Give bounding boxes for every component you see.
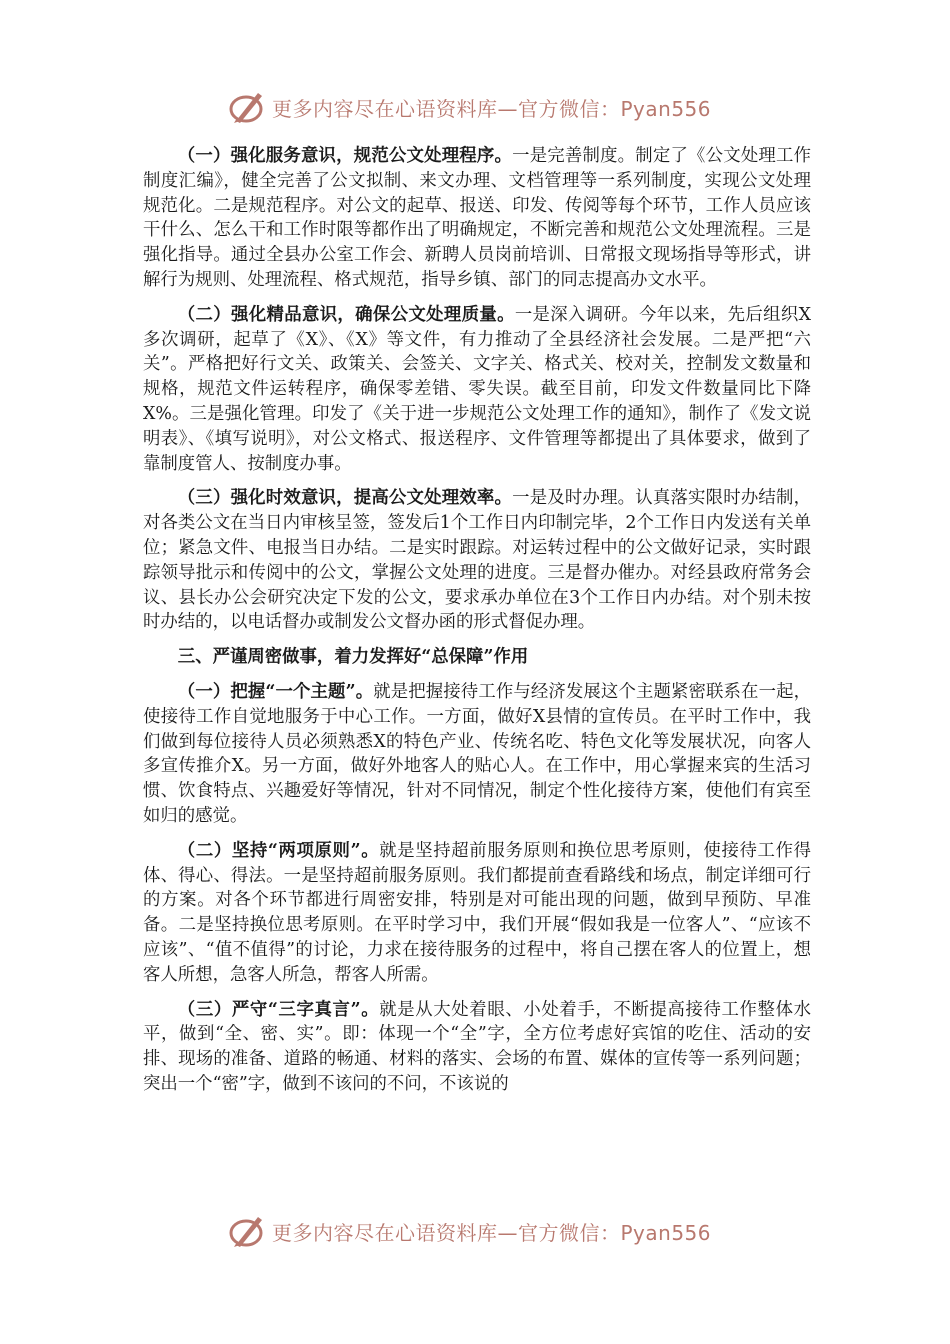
paragraph: [143, 486, 811, 635]
paragraph-body: 就是把握接待工作与经济发展这个主题紧密联系在一起，使接待工作自觉地服务于中心工作。一方面，做好X县情的宣传员。在平时工作中，我们做到每位接待人员必须熟悉X的特色产业、传统名吃、特色文化等发展状况，向客人多宣传推介X。另一方面，做好外地客人的贴心人。在工作中，用心掌握来宾的生活习惯、饮食特点、兴趣爱好等情况，针对不同情况，制定个性化接待方案，使他们有宾至如归的感觉。: [143, 681, 811, 826]
footer-watermark: [0, 1206, 950, 1256]
paragraph: [143, 839, 811, 988]
pen-logo-icon: [228, 1211, 268, 1251]
paragraph: [143, 998, 811, 1097]
watermark-text: 更多内容尽在心语资料库—官方微信：Pyan556: [272, 1220, 712, 1245]
paragraph-body: 就是从大处着眼、小处着手，不断提高接待工作整体水平，做到“全、密、实”。即：体现一个“全”字，全方位考虑好宾馆的吃住、活动的安排、现场的准备、道路的畅通、材料的落实、会场的布置、媒体的宣传等一系列问题；突出一个“密”字，做到不该问的不问，不该说的: [143, 999, 811, 1094]
paragraph-lead: （三）严守“三字真言”。: [177, 999, 380, 1020]
paragraph-lead: （三）强化时效意识，提高公文处理效率。: [177, 488, 513, 509]
paragraph-body: 就是坚持超前服务原则和换位思考原则，使接待工作得体、得心、得法。一是坚持超前服务原则。我们都提前查看路线和场点，制定详细可行的方案。对各个环节都进行周密安排，特别是对可能出现的问题，做到早预防、早准备。二是坚持换位思考原则。在平时学习中，我们开展“假如我是一位客人”、“应该不应该”、“值不值得”的讨论，力求在接待服务的过程中，将自己摆在客人的位置上，想客人所想，急客人所急，帮客人所需。: [143, 840, 811, 985]
paragraph-lead: （二）坚持“两项原则”。: [177, 840, 380, 861]
paragraph-body: 一是深入调研。今年以来，先后组织X多次调研，起草了《X》、《X》等文件，有力推动了全县经济社会发展。二是严把“六关”。严格把好行文关、政策关、会签关、文字关、格式关、校对关，控制发文数量和规格，规范文件运转程序，确保零差错、零失误。截至目前，印发文件数量同比下降X%。三是强化管理。印发了《关于进一步规范公文处理工作的通知》，制作了《发文说明表》、《填写说明》，对公文格式、报送程序、文件管理等都提出了具体要求，做到了靠制度管人、按制度办事。: [143, 304, 811, 474]
section-heading: 三、严谨周密做事，着力发挥好“总保障”作用: [177, 647, 529, 668]
paragraph: [143, 144, 811, 293]
paragraph: [143, 303, 811, 477]
paragraph-lead: （一）强化服务意识，规范公文处理程序。: [177, 146, 513, 166]
paragraph: [143, 680, 811, 829]
paragraph-lead: （一）把握“一个主题”。: [177, 681, 374, 702]
document-body: [143, 144, 811, 1107]
paragraph-body: 一是完善制度。制定了《公文处理工作制度汇编》，健全完善了公文拟制、来文办理、文档管理等一系列制度，实现公文处理规范化。二是规范程序。对公文的起草、报送、印发、传阅等每个环节，工作人员应该干什么、怎么干和工作时限等都作出了明确规定，不断完善和规范公文处理流程。三是强化指导。通过全县办公室工作会、新聘人员岗前培训、日常报文现场指导等形式，讲解行为规则、处理流程、格式规范，指导乡镇、部门的同志提高办文水平。: [143, 146, 811, 290]
paragraph-lead: （二）强化精品意识，确保公文处理质量。: [177, 304, 515, 325]
paragraph-body: 一是及时办理。认真落实限时办结制，对各类公文在当日内审核呈签，签发后1个工作日内印制完毕，2个工作日内发送有关单位；紧急文件、电报当日办结。二是实时跟踪。对运转过程中的公文做好记录，实时跟踪领导批示和传阅中的公文，掌握公文处理的进度。三是督办催办。对经县政府常务会议、县长办公会研究决定下发的公文，要求承办单位在3个工作日内办结。对个别未按时办结的，以电话督办或制发公文督办函的形式督促办理。: [143, 488, 811, 633]
header-watermark: [0, 82, 950, 132]
pen-logo-icon: [228, 87, 268, 127]
watermark-text: 更多内容尽在心语资料库—官方微信：Pyan556: [272, 96, 712, 121]
